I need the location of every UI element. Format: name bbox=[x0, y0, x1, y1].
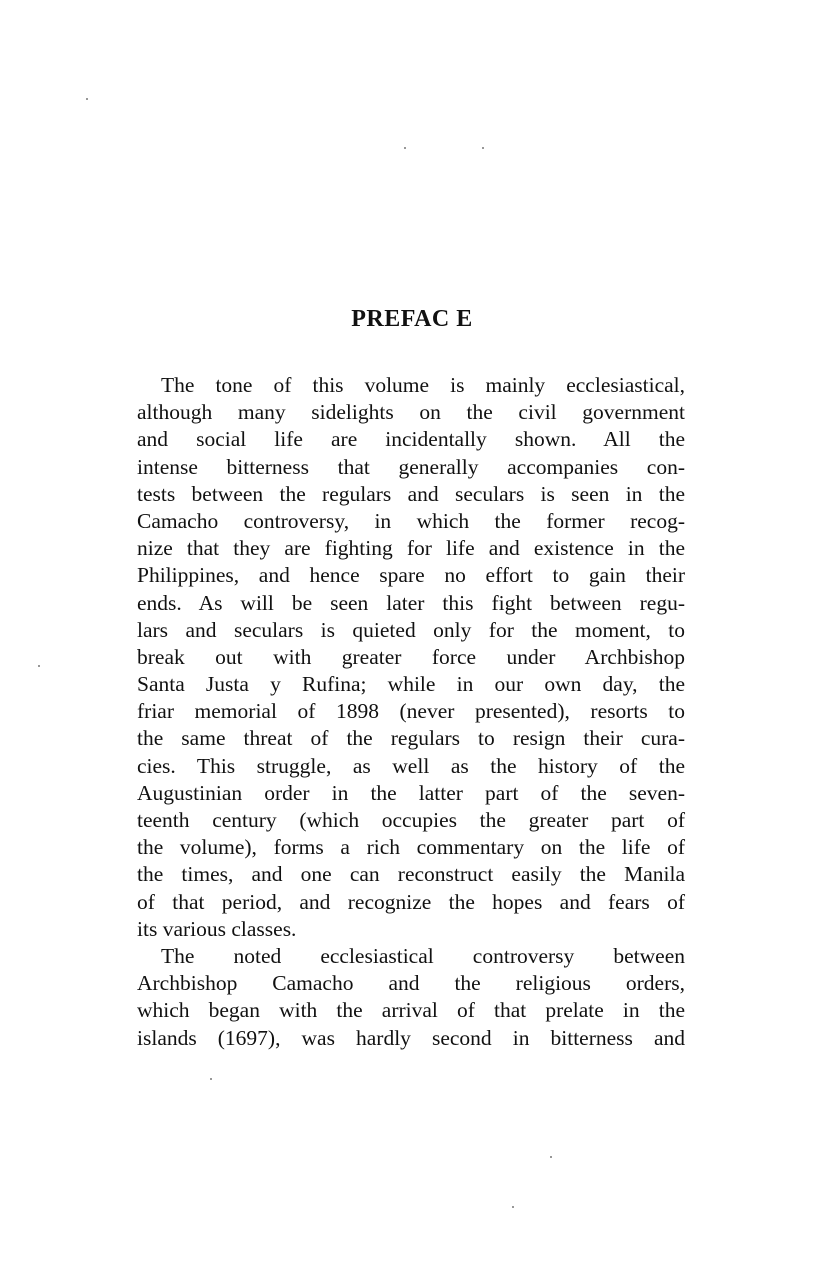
scan-speck bbox=[512, 1206, 514, 1208]
text-line: The noted ecclesiastical controversy between bbox=[161, 943, 685, 968]
text-line: Santa Justa y Rufina; while in our own day, the bbox=[137, 672, 685, 697]
text-line: although many sidelights on the civil government bbox=[137, 400, 685, 425]
text-line: its various classes. bbox=[137, 916, 297, 941]
scan-speck bbox=[38, 665, 40, 667]
text-line: islands (1697), was hardly second in bitterness and bbox=[137, 1025, 685, 1050]
scan-speck bbox=[210, 1078, 212, 1080]
text-line: Camacho controversy, in which the former recog- bbox=[137, 508, 685, 533]
page-title: PREFAC E bbox=[351, 306, 473, 332]
text-line: cies. This struggle, as well as the history of the bbox=[137, 753, 685, 778]
text-line: break out with greater force under Archbishop bbox=[137, 644, 685, 669]
scan-speck bbox=[86, 98, 88, 100]
text-line: intense bitterness that generally accompanies con- bbox=[137, 454, 685, 479]
text-line: the same threat of the regulars to resign their cura- bbox=[137, 726, 685, 751]
text-line: tests between the regulars and seculars is seen in the bbox=[137, 481, 685, 506]
body-text bbox=[137, 372, 685, 1052]
text-line: lars and seculars is quieted only for the moment, to bbox=[137, 617, 685, 642]
text-line: of that period, and recognize the hopes and fears of bbox=[137, 889, 685, 914]
paragraph-1 bbox=[137, 372, 685, 943]
text-line: the volume), forms a rich commentary on the life of bbox=[137, 835, 685, 860]
text-line: the times, and one can reconstruct easily the Manila bbox=[137, 862, 685, 887]
scan-speck bbox=[404, 147, 406, 149]
paragraph-2 bbox=[137, 943, 685, 1052]
text-line: Archbishop Camacho and the religious orders, bbox=[137, 971, 685, 996]
text-line: teenth century (which occupies the greater part of bbox=[137, 808, 685, 832]
scan-speck bbox=[482, 147, 484, 149]
scan-speck bbox=[550, 1156, 552, 1158]
text-line: nize that they are fighting for life and existence in the bbox=[137, 536, 685, 561]
text-line: friar memorial of 1898 (never presented), resorts to bbox=[137, 699, 685, 724]
text-line: Augustinian order in the latter part of the seven- bbox=[137, 780, 685, 805]
text-line: which began with the arrival of that prelate in the bbox=[137, 998, 685, 1023]
text-line: The tone of this volume is mainly ecclesiastical, bbox=[161, 373, 685, 397]
text-line: ends. As will be seen later this fight between regu- bbox=[137, 590, 685, 615]
text-line: Philippines, and hence spare no effort to gain their bbox=[137, 563, 685, 588]
text-line: and social life are incidentally shown. All the bbox=[137, 427, 685, 452]
